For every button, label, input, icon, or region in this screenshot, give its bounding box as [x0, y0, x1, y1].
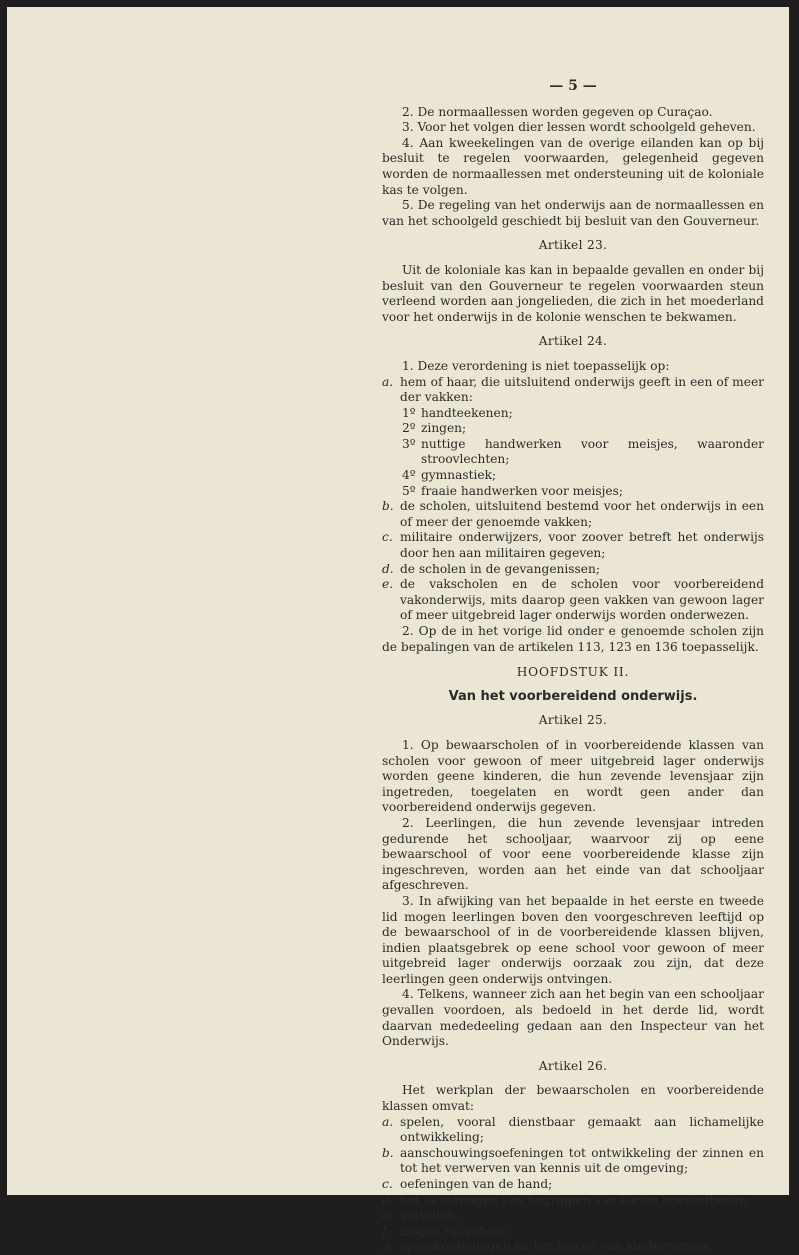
list-text: aanschouwingsoefeningen tot ontwikkeling der zinnen en tot het verwerven van kennis uit de omgeving; [400, 1145, 764, 1176]
paragraph: 3. In afwijking van het bepaalde in het eerste en tweede lid mogen leerlingen boven den voorgeschreven leeftijd op de bewaarschool of in de voorbereidende klassen blijven, indien plaatsgebrek op eene school voor gewoon of meer uitgebreid lager onderwijs oorzaak zou zijn, dat deze leerlingen geen onderwijs ontvingen. [382, 893, 764, 986]
article-heading-23: Artikel 23. [538, 238, 608, 253]
list-label: g. [382, 1239, 394, 1254]
sub-list-item [382, 406, 764, 422]
list-label: c. [382, 530, 393, 545]
list-text: oefeningen van de hand; [400, 1177, 553, 1191]
paragraph: 2. Leerlingen, die hun zevende levensjaar intreden gedurende het schooljaar, waarvoor zij op eene bewaarschool of voor eene voorbereidende klasse zijn ingeschreven, worden aan het einde van dat schooljaar afgeschreven. [382, 815, 764, 893]
sub-list-text: nuttige handwerken voor meisjes, waaronder stroovlechten; [421, 436, 764, 467]
list-text: vertellen; [400, 1208, 459, 1223]
list-text: hem of haar, die uitsluitend onderwijs geeft in een of meer der vakken: [400, 374, 764, 405]
list-text: zingen op gehoor; [400, 1223, 512, 1238]
sub-list-text: fraaie handwerken voor meisjes; [421, 483, 623, 498]
sub-list-label: 5º [402, 483, 416, 498]
list-label: b. [382, 1145, 394, 1160]
list-label: b. [382, 499, 394, 514]
list-item [382, 530, 764, 561]
list-label: d. [382, 1192, 394, 1207]
list-item [382, 1208, 764, 1224]
paragraph: 5. De regeling van het onderwijs aan de normaallessen en van het schoolgeld geschiedt bij besluit van den Gouverneur. [382, 198, 764, 228]
list-item [382, 1239, 764, 1255]
list-item [382, 1177, 764, 1193]
list-label: c. [382, 1177, 393, 1191]
article-heading-25: Artikel 25. [538, 713, 608, 728]
list-item [382, 375, 764, 406]
page-content [382, 79, 764, 1255]
sub-list-label: 3º [402, 436, 416, 451]
list-item [382, 1224, 764, 1240]
paragraph: 2. De normaallessen worden gegeven op Curaçao. [402, 104, 713, 119]
sub-list-label: 1º [402, 405, 416, 420]
list-text: spelen, vooral dienstbaar gemaakt aan lichamelijke ontwikkeling; [400, 1114, 764, 1145]
article-heading-26: Artikel 26. [538, 1058, 608, 1073]
list-item [382, 577, 764, 624]
list-label: a. [382, 374, 394, 389]
list-text: de scholen, uitsluitend bestemd voor het onderwijs in een of meer der genoemde vakken; [400, 499, 764, 529]
list-item [382, 1115, 764, 1146]
list-label: a. [382, 1114, 394, 1129]
paragraph: 3. Voor het volgen dier lessen wordt schoolgeld geheven. [402, 120, 756, 135]
page-sheet [7, 7, 789, 1254]
chapter-title: Van het voorbereidend onderwijs. [448, 688, 698, 704]
list-item [382, 1146, 764, 1177]
sub-list-text: handteekenen; [421, 405, 513, 420]
article-24-intro: 1. Deze verordening is niet toepasselijk op: [402, 358, 670, 373]
sub-list-item [382, 468, 764, 484]
article-23-text: Uit de koloniale kas kan in bepaalde gevallen en onder bij besluit van den Gouverneur te regelen voorwaarden steun verleend worden aan jongelieden, die zich in het moederland voor het onderwijs in de kolonie wenschen te bekwamen. [382, 262, 764, 324]
list-label: f. [382, 1223, 390, 1238]
sub-list-item [382, 421, 764, 437]
sub-list-label: 2º [402, 421, 416, 436]
chapter-heading: HOOFDSTUK II. [516, 665, 630, 680]
article-26-intro: Het werkplan der bewaarscholen en voorbereidende klassen omvat: [382, 1083, 764, 1114]
sub-list-item [382, 437, 764, 468]
list-text: militaire onderwijzers, voor zoover betreft het onderwijs door hen aan militairen gegeven; [400, 530, 764, 561]
paragraph: 4. Aan kweekelingen van de overige eilanden kan op bij besluit te regelen voorwaarden, gelegenheid gegeven worden de normaallessen met ondersteuning uit de koloniale kas te volgen. [382, 135, 764, 197]
sub-list-label: 4º [402, 468, 416, 483]
list-text: het aanbrengen van begrippen van kleine hoeveelheden; [400, 1192, 752, 1207]
list-item [382, 562, 764, 578]
page-number: — 5 — [549, 78, 597, 94]
sub-list-text: gymnastiek; [421, 468, 497, 483]
list-item [382, 499, 764, 530]
list-label: e. [382, 577, 394, 592]
paragraph: 1. Op bewaarscholen of in voorbereidende klassen van scholen voor gewoon of meer uitgebreid lager onderwijs worden geene kinderen, die hun zevende levensjaar zijn ingetreden, toegelaten en wordt geen ander dan voorbereidend onderwijs gegeven. [382, 737, 764, 815]
list-text: de scholen in de gevangenissen; [400, 561, 600, 576]
paragraph: 4. Telkens, wanneer zich aan het begin van een schooljaar gevallen voordoen, als bedoeld in het derde lid, wordt daarvan mededeeling gedaan aan den Inspecteur van het Onderwijs. [382, 987, 764, 1049]
sub-list-text: zingen; [421, 421, 467, 436]
sub-list-item [382, 484, 764, 500]
list-label: d. [382, 561, 394, 576]
article-24-para-2: 2. Op de in het vorige lid onder e genoemde scholen zijn de bepalingen van de artikelen 113, 123 en 136 toepasselijk. [382, 624, 764, 654]
article-heading-24: Artikel 24. [538, 334, 608, 349]
list-item [382, 1193, 764, 1209]
list-label: e. [382, 1208, 394, 1223]
list-text: de vakscholen en de scholen voor voorbereidend vakonderwijs, mits daarop geen vakken van gewoon lager of meer uitgebreid lager onderwijs worden onderwezen. [400, 577, 764, 623]
list-text: spreekoefeningen en het leeren van kinderversjes. [400, 1239, 714, 1254]
